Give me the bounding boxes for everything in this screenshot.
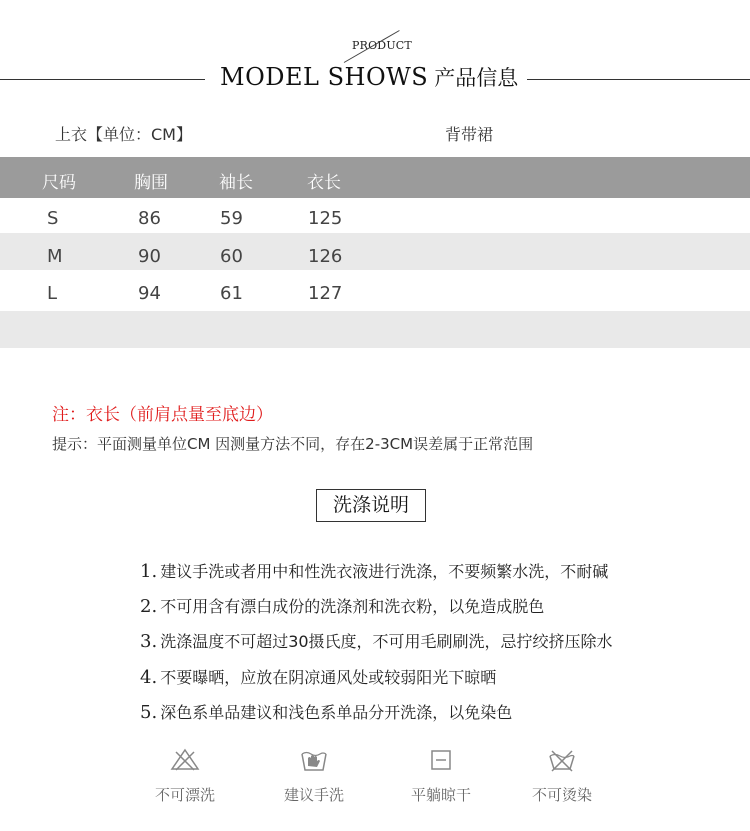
- table-cell: 61: [220, 283, 243, 304]
- no-dry-clean-icon: [546, 748, 578, 772]
- care-item-dry-flat: [386, 748, 496, 805]
- wash-item: [140, 629, 613, 652]
- wash-item-text: 不要曝晒，应放在阴凉通风处或较弱阳光下晾晒: [160, 668, 497, 687]
- table-cell: 127: [308, 283, 343, 304]
- care-item-no-dye: [507, 748, 617, 805]
- care-item-no-bleach: [130, 748, 240, 805]
- top-unit-label: 上衣【单位：CM】: [55, 125, 192, 144]
- title-english: MODEL SHOWS: [220, 63, 429, 91]
- table-row-stripe: [0, 311, 750, 348]
- care-label: 平躺晾干: [410, 786, 471, 804]
- no-bleach-icon: [170, 748, 200, 772]
- wash-item-text: 深色系单品建议和浅色系单品分开洗涤，以免染色: [160, 703, 513, 722]
- care-item-hand-wash: [259, 748, 369, 805]
- product-tag: PRODUCT: [352, 39, 412, 52]
- care-label: 建议手洗: [283, 786, 344, 804]
- table-cell: 59: [220, 208, 243, 229]
- care-label: 不可烫染: [531, 786, 592, 804]
- col-header-bust: 胸围: [134, 173, 168, 193]
- col-header-length: 衣长: [307, 173, 341, 193]
- wash-item: [140, 665, 496, 688]
- table-cell: 125: [308, 208, 343, 229]
- wash-item-number: 4.: [140, 667, 158, 688]
- wash-item-text: 不可用含有漂白成份的洗涤剂和洗衣粉，以免造成脱色: [160, 597, 545, 616]
- measurement-tip: 提示：平面测量单位CM 因测量方法不同，存在2-3CM误差属于正常范围: [52, 435, 534, 453]
- wash-item-number: 1.: [140, 561, 158, 582]
- overall-dress-label: 背带裙: [445, 125, 494, 144]
- header-rule-left: [0, 79, 205, 80]
- col-header-sleeve: 袖长: [219, 173, 253, 193]
- table-cell: 126: [308, 246, 343, 267]
- table-cell: S: [47, 208, 59, 229]
- wash-item: [140, 700, 512, 723]
- wash-item-number: 3.: [140, 631, 158, 652]
- wash-item: [140, 559, 608, 582]
- wash-item-text: 建议手洗或者用中和性洗衣液进行洗涤，不要频繁水洗，不耐碱: [160, 562, 609, 581]
- size-table-header: [0, 157, 750, 198]
- table-cell: 94: [138, 283, 161, 304]
- table-cell: 86: [138, 208, 161, 229]
- wash-item-number: 5.: [140, 702, 158, 723]
- table-row-stripe: [0, 233, 750, 270]
- col-header-size: 尺码: [42, 173, 76, 193]
- wash-item-number: 2.: [140, 596, 158, 617]
- hand-wash-icon: [299, 748, 329, 772]
- table-cell: 60: [220, 246, 243, 267]
- table-cell: 90: [138, 246, 161, 267]
- table-cell: M: [47, 246, 63, 267]
- wash-item: [140, 594, 544, 617]
- dry-flat-icon: [426, 748, 456, 772]
- page-title: [220, 62, 518, 92]
- length-note: 注：衣长（前肩点量至底边）: [52, 405, 273, 425]
- wash-item-text: 洗涤温度不可超过30摄氏度，不可用毛刷刷洗，忌拧绞挤压除水: [160, 632, 613, 651]
- wash-title: 洗涤说明: [332, 494, 409, 516]
- table-cell: L: [47, 283, 58, 304]
- header-rule-right: [527, 79, 750, 80]
- care-label: 不可漂洗: [154, 786, 215, 804]
- title-chinese: 产品信息: [434, 66, 519, 90]
